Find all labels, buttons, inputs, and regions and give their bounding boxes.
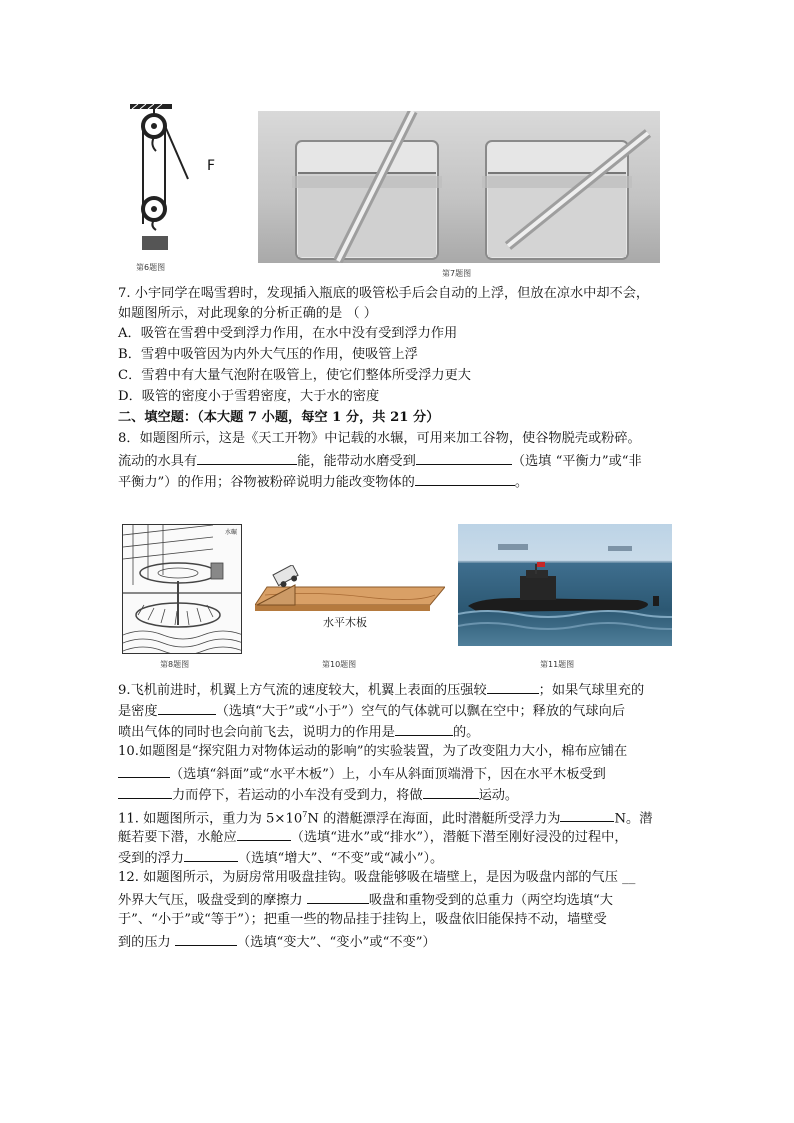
- q9-text: 喷出气体的同时也会向前飞去，说明力的作用是: [118, 725, 395, 740]
- q10-line2: [118, 763, 606, 785]
- q10-text: 力而停下，若运动的小车没有受到力，将做: [172, 788, 423, 803]
- q12-text: 吸盘和重物受到的总重力（两空均选填“大: [368, 893, 613, 908]
- q12-text: 到的压力: [118, 935, 175, 950]
- q9-line2: [118, 700, 625, 722]
- water-mill-drawing: [122, 524, 242, 654]
- answer-blank[interactable]: [184, 847, 238, 862]
- q11-line2: [118, 826, 628, 848]
- answer-blank[interactable]: [197, 450, 297, 465]
- q8-line2: [118, 450, 642, 472]
- submarine-illustration: [458, 524, 672, 646]
- q8-line3: [118, 471, 528, 493]
- caption-fig6: 第6题图: [136, 263, 166, 272]
- section-heading: 二、填空题：（本大题 7 小题，每空 1 分，共 21 分）: [118, 410, 440, 425]
- q7-option-b: B．雪碧中吸管因为内外大气压的作用，使吸管上浮: [118, 347, 418, 362]
- glasses-illustration: [258, 111, 660, 263]
- q11-text: 11. 如题图所示，重力为 5×10: [118, 811, 303, 827]
- q10-text: （选填“斜面”或“水平木板”）上，小车从斜面顶端滑下，因在水平木板受到: [170, 767, 606, 782]
- q11-text: 受到的浮力: [118, 851, 184, 866]
- q11-text: N 的潜艇漂浮在海面，此时潜艇所受浮力为: [307, 811, 561, 827]
- q10-text: 运动。: [478, 788, 519, 803]
- q7-option-d: D．吸管的密度小于雪碧密度，大于水的密度: [118, 389, 380, 404]
- q8-line1: 8．如题图所示，这是《天工开物》中记载的水辗，可用来加工谷物，使谷物脱壳或粉碎。: [118, 431, 641, 446]
- q9-line1: [118, 679, 644, 701]
- fig10-label: 水平木板: [323, 616, 367, 629]
- caption-fig8: 第8题图: [160, 660, 190, 669]
- q10-line1: 10.如题图是“探究阻力对物体运动的影响”的实验装置，为了改变阻力大小，棉布应铺在: [118, 744, 628, 759]
- pulley-figure: [130, 104, 200, 254]
- q7-option-a: A．吸管在雪碧中受到浮力作用，在水中没有受到浮力作用: [118, 326, 458, 341]
- q11-line3: [118, 847, 443, 869]
- q8-text: 。: [514, 475, 529, 490]
- q12-text: （选填“变大”、“变小”或“不变”）: [236, 935, 436, 950]
- answer-blank[interactable]: [307, 889, 369, 904]
- q9-line3: [118, 721, 479, 743]
- q9-text: （选填“大于”或“小于”）空气的气体就可以飘在空中；释放的气球向后: [215, 704, 625, 719]
- force-label: F: [207, 158, 216, 174]
- answer-blank[interactable]: [395, 721, 453, 736]
- answer-blank[interactable]: [118, 763, 170, 778]
- q9-text: 是密度: [118, 704, 158, 719]
- q12-text: 外界大气压，吸盘受到的摩擦力: [118, 893, 307, 908]
- q11-text: N。潜: [614, 811, 653, 827]
- q12-line3: 于”、“小于”或“等于”）；把重一些的物品挂于挂钩上，吸盘依旧能保持不动，墙壁受: [118, 912, 607, 927]
- q12-line2: [118, 889, 613, 911]
- q8-text: 能，能带动水磨受到: [297, 454, 416, 469]
- q11-exponent: 7: [302, 810, 308, 819]
- answer-blank[interactable]: [158, 700, 216, 715]
- q8-text: 平衡力”）的作用；谷物被粉碎说明力能改变物体的: [118, 475, 415, 490]
- answer-blank[interactable]: [487, 679, 539, 694]
- glasses-photo: [258, 111, 660, 263]
- answer-blank[interactable]: [237, 826, 291, 841]
- fig8-label: 水碾: [224, 529, 237, 536]
- q11-text: （选填“增大”、“不变”或“减小”）。: [237, 851, 444, 866]
- answer-blank[interactable]: [560, 807, 614, 822]
- q12-line4: [118, 931, 436, 953]
- answer-blank[interactable]: [423, 784, 479, 799]
- answer-blank[interactable]: [415, 471, 515, 486]
- answer-blank[interactable]: [416, 450, 512, 465]
- q9-text: 9.飞机前进时，机翼上方气流的速度较大，机翼上表面的压强较: [118, 683, 487, 698]
- q7-stem-line1: 7. 小宇同学在喝雪碧时，发现插入瓶底的吸管松手后会自动的上浮，但放在凉水中却不会，: [118, 286, 650, 301]
- q7-option-c: C．雪碧中有大量气泡附在吸管上，使它们整体所受浮力更大: [118, 368, 471, 383]
- q8-text: （选填 “平衡力”或“非: [511, 454, 642, 469]
- q9-text: ；如果气球里充的: [538, 683, 645, 698]
- water-mill-illustration: [123, 525, 241, 653]
- q9-text: 的。: [452, 725, 480, 740]
- submarine-photo: [458, 524, 672, 646]
- caption-fig10: 第10题图: [322, 660, 357, 669]
- q7-stem-line2: 如题图所示，对此现象的分析正确的是 （ ）: [118, 306, 377, 321]
- q10-line3: [118, 784, 518, 806]
- q11-text: （选填“进水”或“排水”），潜艇下潜至刚好浸没的过程中，: [290, 830, 628, 845]
- answer-blank[interactable]: [175, 931, 237, 946]
- q12-line1: 12. 如题图所示，为厨房常用吸盘挂钩。吸盘能够吸在墙壁上，是因为吸盘内部的气压 __: [118, 870, 636, 885]
- q8-text: 流动的水具有: [118, 454, 198, 469]
- answer-blank[interactable]: [118, 784, 172, 799]
- caption-fig7: 第7题图: [442, 269, 472, 278]
- caption-fig11: 第11题图: [540, 660, 575, 669]
- q11-text: 艇若要下潜，水舱应: [118, 830, 237, 845]
